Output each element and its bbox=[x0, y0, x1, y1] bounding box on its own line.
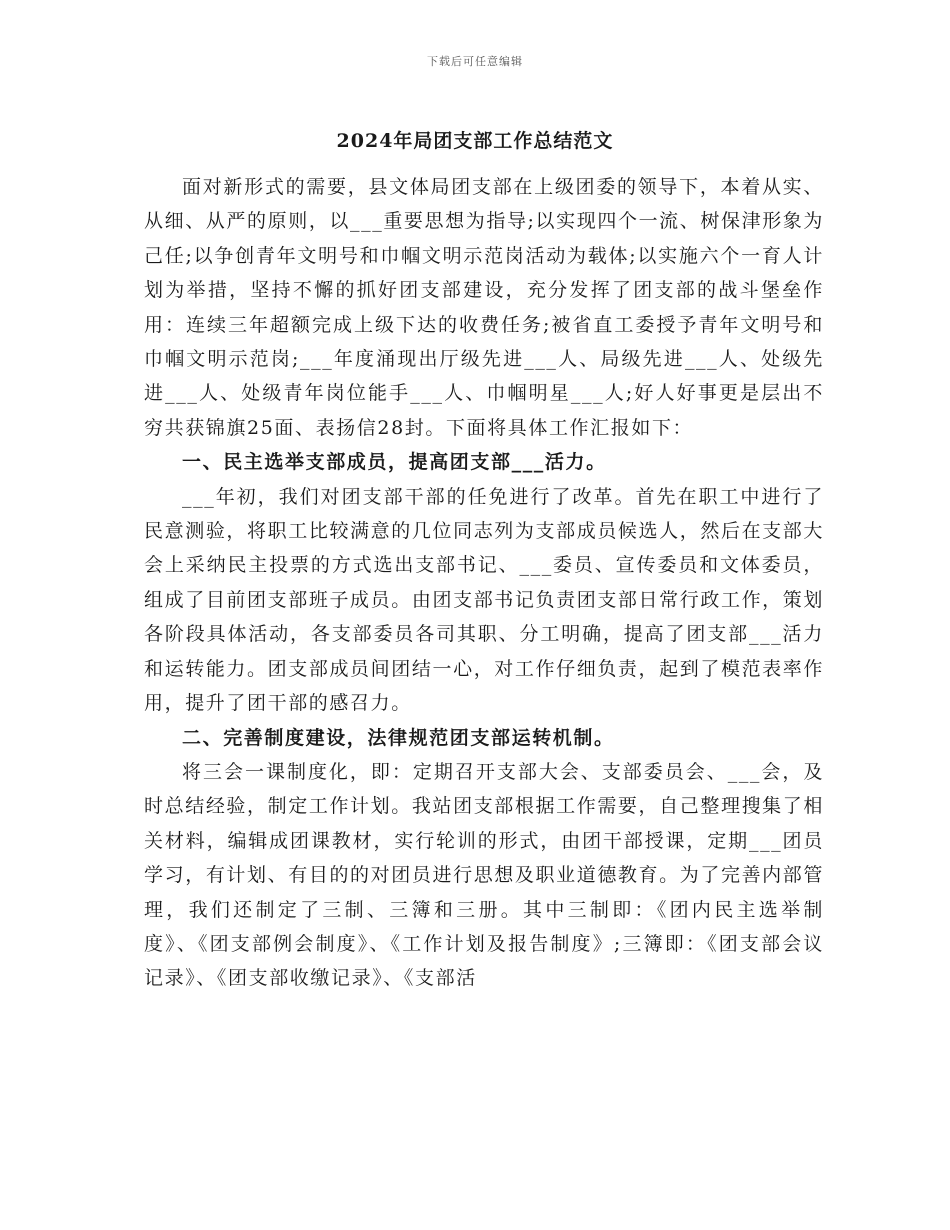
document-body bbox=[144, 170, 824, 996]
intro-paragraph: 面对新形式的需要，县文体局团支部在上级团委的领导下，本着从实、从细、从严的原则，以___重要思想为指导;以实现四个一流、树保津形象为己任;以争创青年文明号和巾帼文明示范岗活动为载体;以实施六个一育人计划为举措，坚持不懈的抓好团支部建设，充分发挥了团支部的战斗堡垒作用：连续三年超额完成上级下达的收费任务;被省直工委授予青年文明号和巾帼文明示范岗;___年度涌现出厅级先进___人、局级先进___人、处级先进___人、处级青年岗位能手___人、巾帼明星___人;好人好事更是层出不穷共获锦旗25面、表扬信28封。下面将具体工作汇报如下： bbox=[144, 176, 824, 439]
section-2-heading: 二、完善制度建设，法律规范团支部运转机制。 bbox=[182, 726, 615, 749]
document-title: 2024年局团支部工作总结范文 bbox=[336, 130, 614, 152]
section-2-paragraph: 将三会一课制度化，即：定期召开支部大会、支部委员会、___会，及时总结经验，制定工作计划。我站团支部根据工作需要，自己整理搜集了相关材料，编辑成团课教材，实行轮训的形式，由团干部授课，定期___团员学习，有计划、有目的的对团员进行思想及职业道德教育。为了完善内部管理，我们还制定了三制、三簿和三册。其中三制即：《团内民主选举制度》、《团支部例会制度》、《工作计划及报告制度》;三簿即：《团支部会议记录》、《团支部收缴记录》、《支部活 bbox=[144, 760, 824, 990]
section-1-heading: 一、民主选举支部成员，提高团支部___活力。 bbox=[182, 451, 607, 474]
section-1-paragraph: ___年初，我们对团支部干部的任免进行了改革。首先在职工中进行了民意测验，将职工比较满意的几位同志列为支部成员候选人，然后在支部大会上采纳民主投票的方式选出支部书记、___委员、宣传委员和文体委员，组成了目前团支部班子成员。由团支部书记负责团支部日常行政工作，策划各阶段具体活动，各支部委员各司其职、分工明确，提高了团支部___活力和运转能力。团支部成员间团结一心，对工作仔细负责，起到了模范表率作用，提升了团干部的感召力。 bbox=[144, 485, 824, 715]
page-header: 下载后可任意编辑 bbox=[427, 55, 523, 68]
